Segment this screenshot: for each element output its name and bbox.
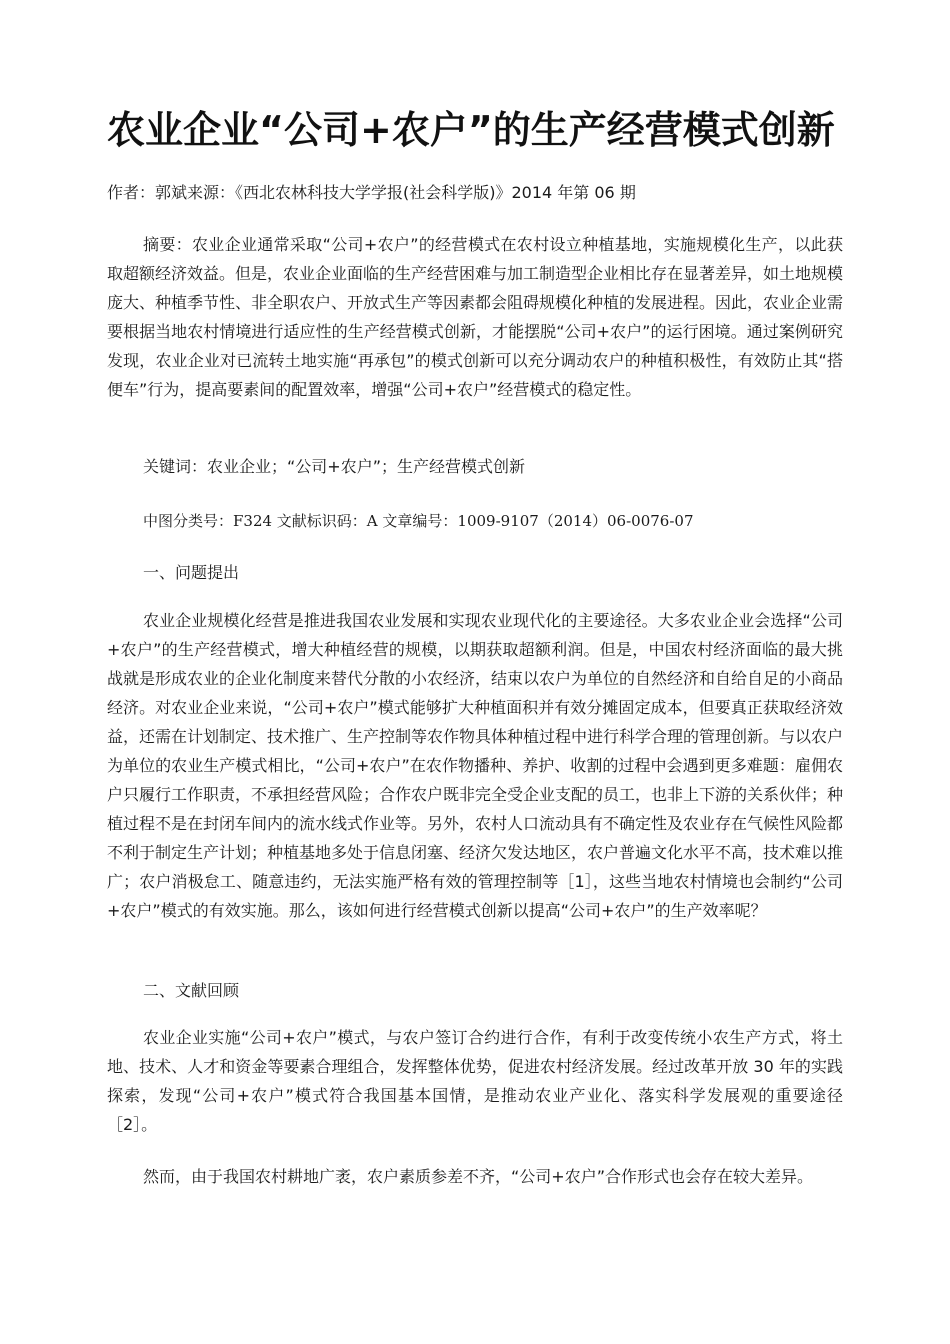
- abstract-paragraph: 摘要：农业企业通常采取“公司+农户”的经营模式在农村设立种植基地，实施规模化生产，以此获取超额经济效益。但是，农业企业面临的生产经营困难与加工制造型企业相比存在显著差异，如土地规模庞大、种植季节性、非全职农户、开放式生产等因素都会阻碍规模化种植的发展进程。因此，农业企业需要根据当地农村情境进行适应性的生产经营模式创新，才能摆脱“公司+农户”的运行困境。通过案例研究发现，农业企业对已流转土地实施“再承包”的模式创新可以充分调动农户的种植积极性，有效防止其“搭便车”行为，提高要素间的配置效率，增强“公司+农户”经营模式的稳定性。: [107, 235, 844, 399]
- classification-line: 中图分类号：F324 文献标识码：A 文章编号：1009-9107（2014）06-0076-07: [143, 512, 694, 530]
- section-heading: 一、问题提出: [143, 563, 240, 582]
- body-paragraph: 农业企业规模化经营是推进我国农业发展和实现农业现代化的主要途径。大多农业企业会选择“公司+农户”的生产经营模式，增大种植经营的规模，以期获取超额利润。但是，中国农村经济面临的最大挑战就是形成农业的企业化制度来替代分散的小农经济，结束以农户为单位的自然经济和自给自足的小商品经济。对农业企业来说，“公司+农户”模式能够扩大种植面积并有效分摊固定成本，但要真正获取经济效益，还需在计划制定、技术推广、生产控制等农作物具体种植过程中进行科学合理的管理创新。与以农户为单位的农业生产模式相比，“公司+农户”在农作物播种、养护、收割的过程中会遇到更多难题：雇佣农户只履行工作职责，不承担经营风险；合作农户既非完全受企业支配的员工，也非上下游的关系伙伴；种植过程不是在封闭车间内的流水线式作业等。另外，农村人口流动具有不确定性及农业存在气候性风险都不利于制定生产计划；种植基地多处于信息闭塞、经济欠发达地区，农户普遍文化水平不高，技术难以推广；农户消极怠工、随意违约，无法实施严格有效的管理控制等［1］，这些当地农村情境也会制约“公司+农户”模式的有效实施。那么，该如何进行经营模式创新以提高“公司+农户”的生产效率呢？: [107, 611, 844, 920]
- article-meta: 作者：郭斌来源：《西北农林科技大学学报(社会科学版)》2014 年第 06 期: [107, 183, 636, 202]
- body-paragraph: 农业企业实施“公司+农户”模式，与农户签订合约进行合作，有利于改变传统小农生产方式，将土地、技术、人才和资金等要素合理组合，发挥整体优势，促进农村经济发展。经过改革开放 30 年的实践探索，发现“公司+农户”模式符合我国基本国情，是推动农业产业化、落实科学发展观的重要途径［2］。: [107, 1028, 843, 1134]
- body-paragraph: 然而，由于我国农村耕地广袤，农户素质参差不齐，“公司+农户”合作形式也会存在较大差异。: [143, 1167, 813, 1186]
- article-title: 农业企业“公司+农户”的生产经营模式创新: [107, 108, 835, 152]
- section-heading: 二、文献回顾: [143, 981, 240, 1000]
- keywords-line: 关键词：农业企业；“公司+农户”；生产经营模式创新: [143, 457, 525, 476]
